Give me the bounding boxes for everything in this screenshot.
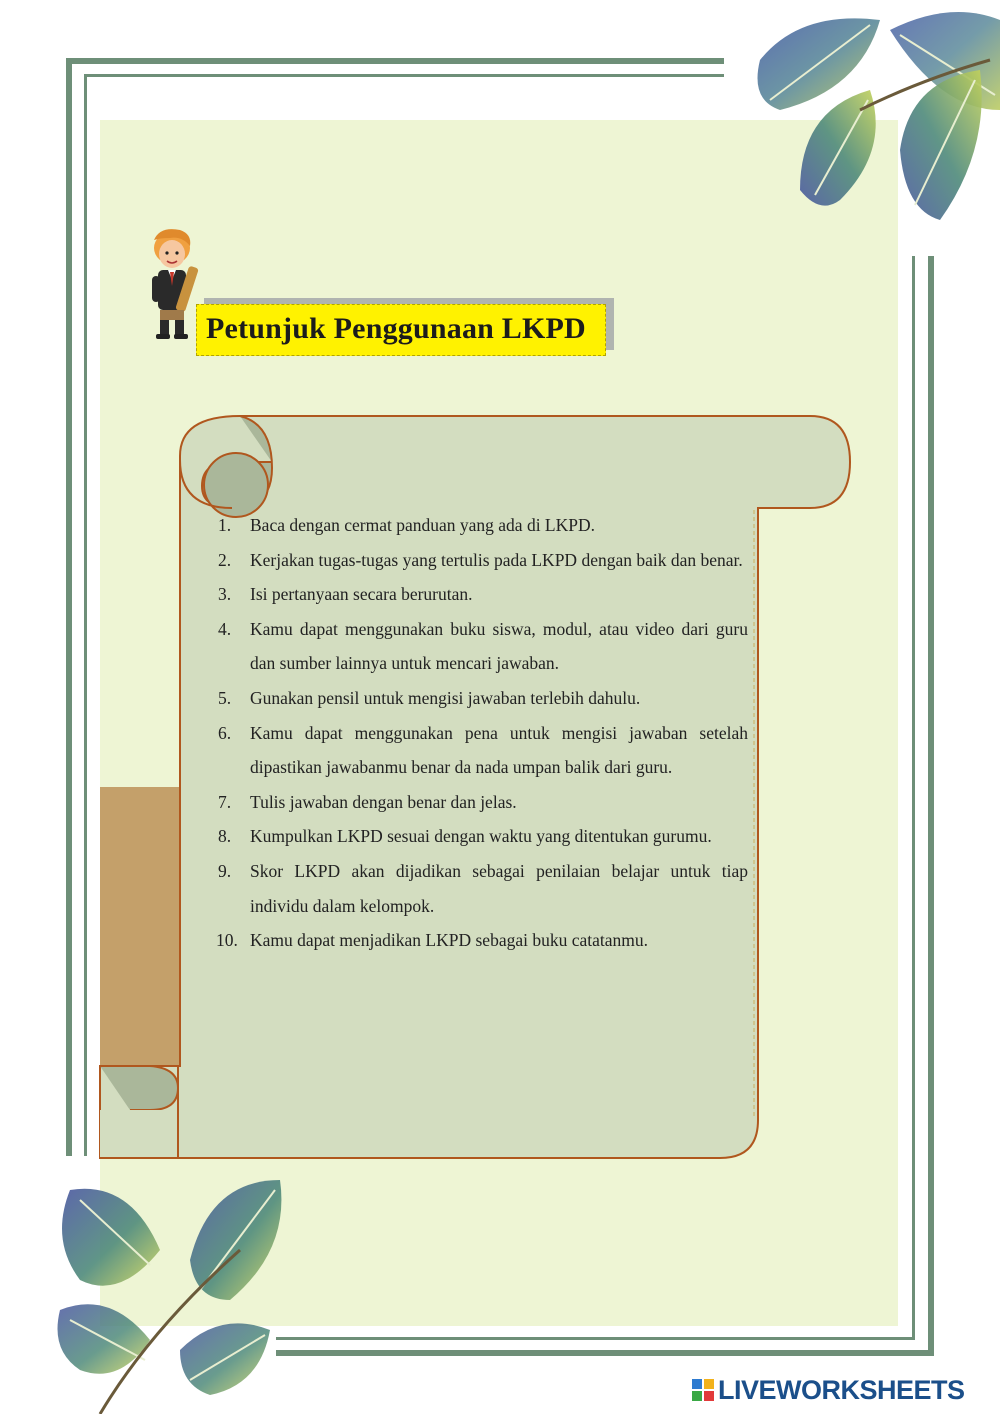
item-text: Isi pertanyaan secara berurutan. — [250, 584, 473, 605]
list-item — [218, 923, 748, 958]
item-text: Kamu dapat menjadikan LKPD sebagai buku catatanmu. — [250, 930, 649, 951]
list-item — [218, 577, 748, 612]
leaves-top-right-icon — [740, 0, 1000, 240]
list-item — [218, 508, 748, 543]
list-item — [218, 716, 748, 785]
item-text: Skor LKPD akan dijadikan sebagai penilaian belajar untuk tiap individu dalam kelompok. — [250, 860, 748, 916]
item-number: 2. — [218, 549, 232, 570]
list-item — [218, 543, 748, 578]
item-text: Gunakan pensil untuk mengisi jawaban terlebih dahulu. — [250, 687, 641, 708]
item-text: Kumpulkan LKPD sesuai dengan waktu yang ditentukan gurumu. — [250, 826, 712, 847]
item-number: 3. — [218, 584, 232, 605]
page-title: Petunjuk Penggunaan LKPD — [206, 312, 586, 345]
item-text: Tulis jawaban dengan benar dan jelas. — [250, 791, 517, 812]
item-number: 10. — [216, 930, 238, 951]
item-number: 4. — [218, 618, 232, 639]
item-text: Kamu dapat menggunakan pena untuk mengisi jawaban setelah dipastikan jawabanmu benar da nada umpan balik dari guru. — [250, 722, 748, 778]
item-number: 6. — [218, 722, 232, 743]
brand-watermark — [692, 1373, 965, 1407]
item-number: 9. — [218, 860, 232, 881]
list-item — [218, 681, 748, 716]
list-item — [218, 854, 748, 923]
item-text: Baca dengan cermat panduan yang ada di LKPD. — [250, 515, 596, 535]
item-number: 8. — [218, 826, 232, 847]
item-text: Kamu dapat menggunakan buku siswa, modul, atau video dari guru dan sumber lainnya untuk mencari jawaban. — [250, 618, 748, 674]
liveworksheets-logo-icon — [692, 1379, 714, 1401]
instruction-list — [218, 508, 748, 958]
leaves-bottom-left-icon — [40, 1170, 300, 1414]
item-text: Kerjakan tugas-tugas yang tertulis pada LKPD dengan baik dan benar. — [250, 549, 743, 570]
list-item — [218, 612, 748, 681]
list-item — [218, 819, 748, 854]
list-item — [218, 785, 748, 820]
item-number: 7. — [218, 791, 232, 812]
brand-text: LIVEWORKSHEETS — [718, 1374, 965, 1405]
item-number: 1. — [218, 515, 232, 535]
item-number: 5. — [218, 687, 232, 708]
